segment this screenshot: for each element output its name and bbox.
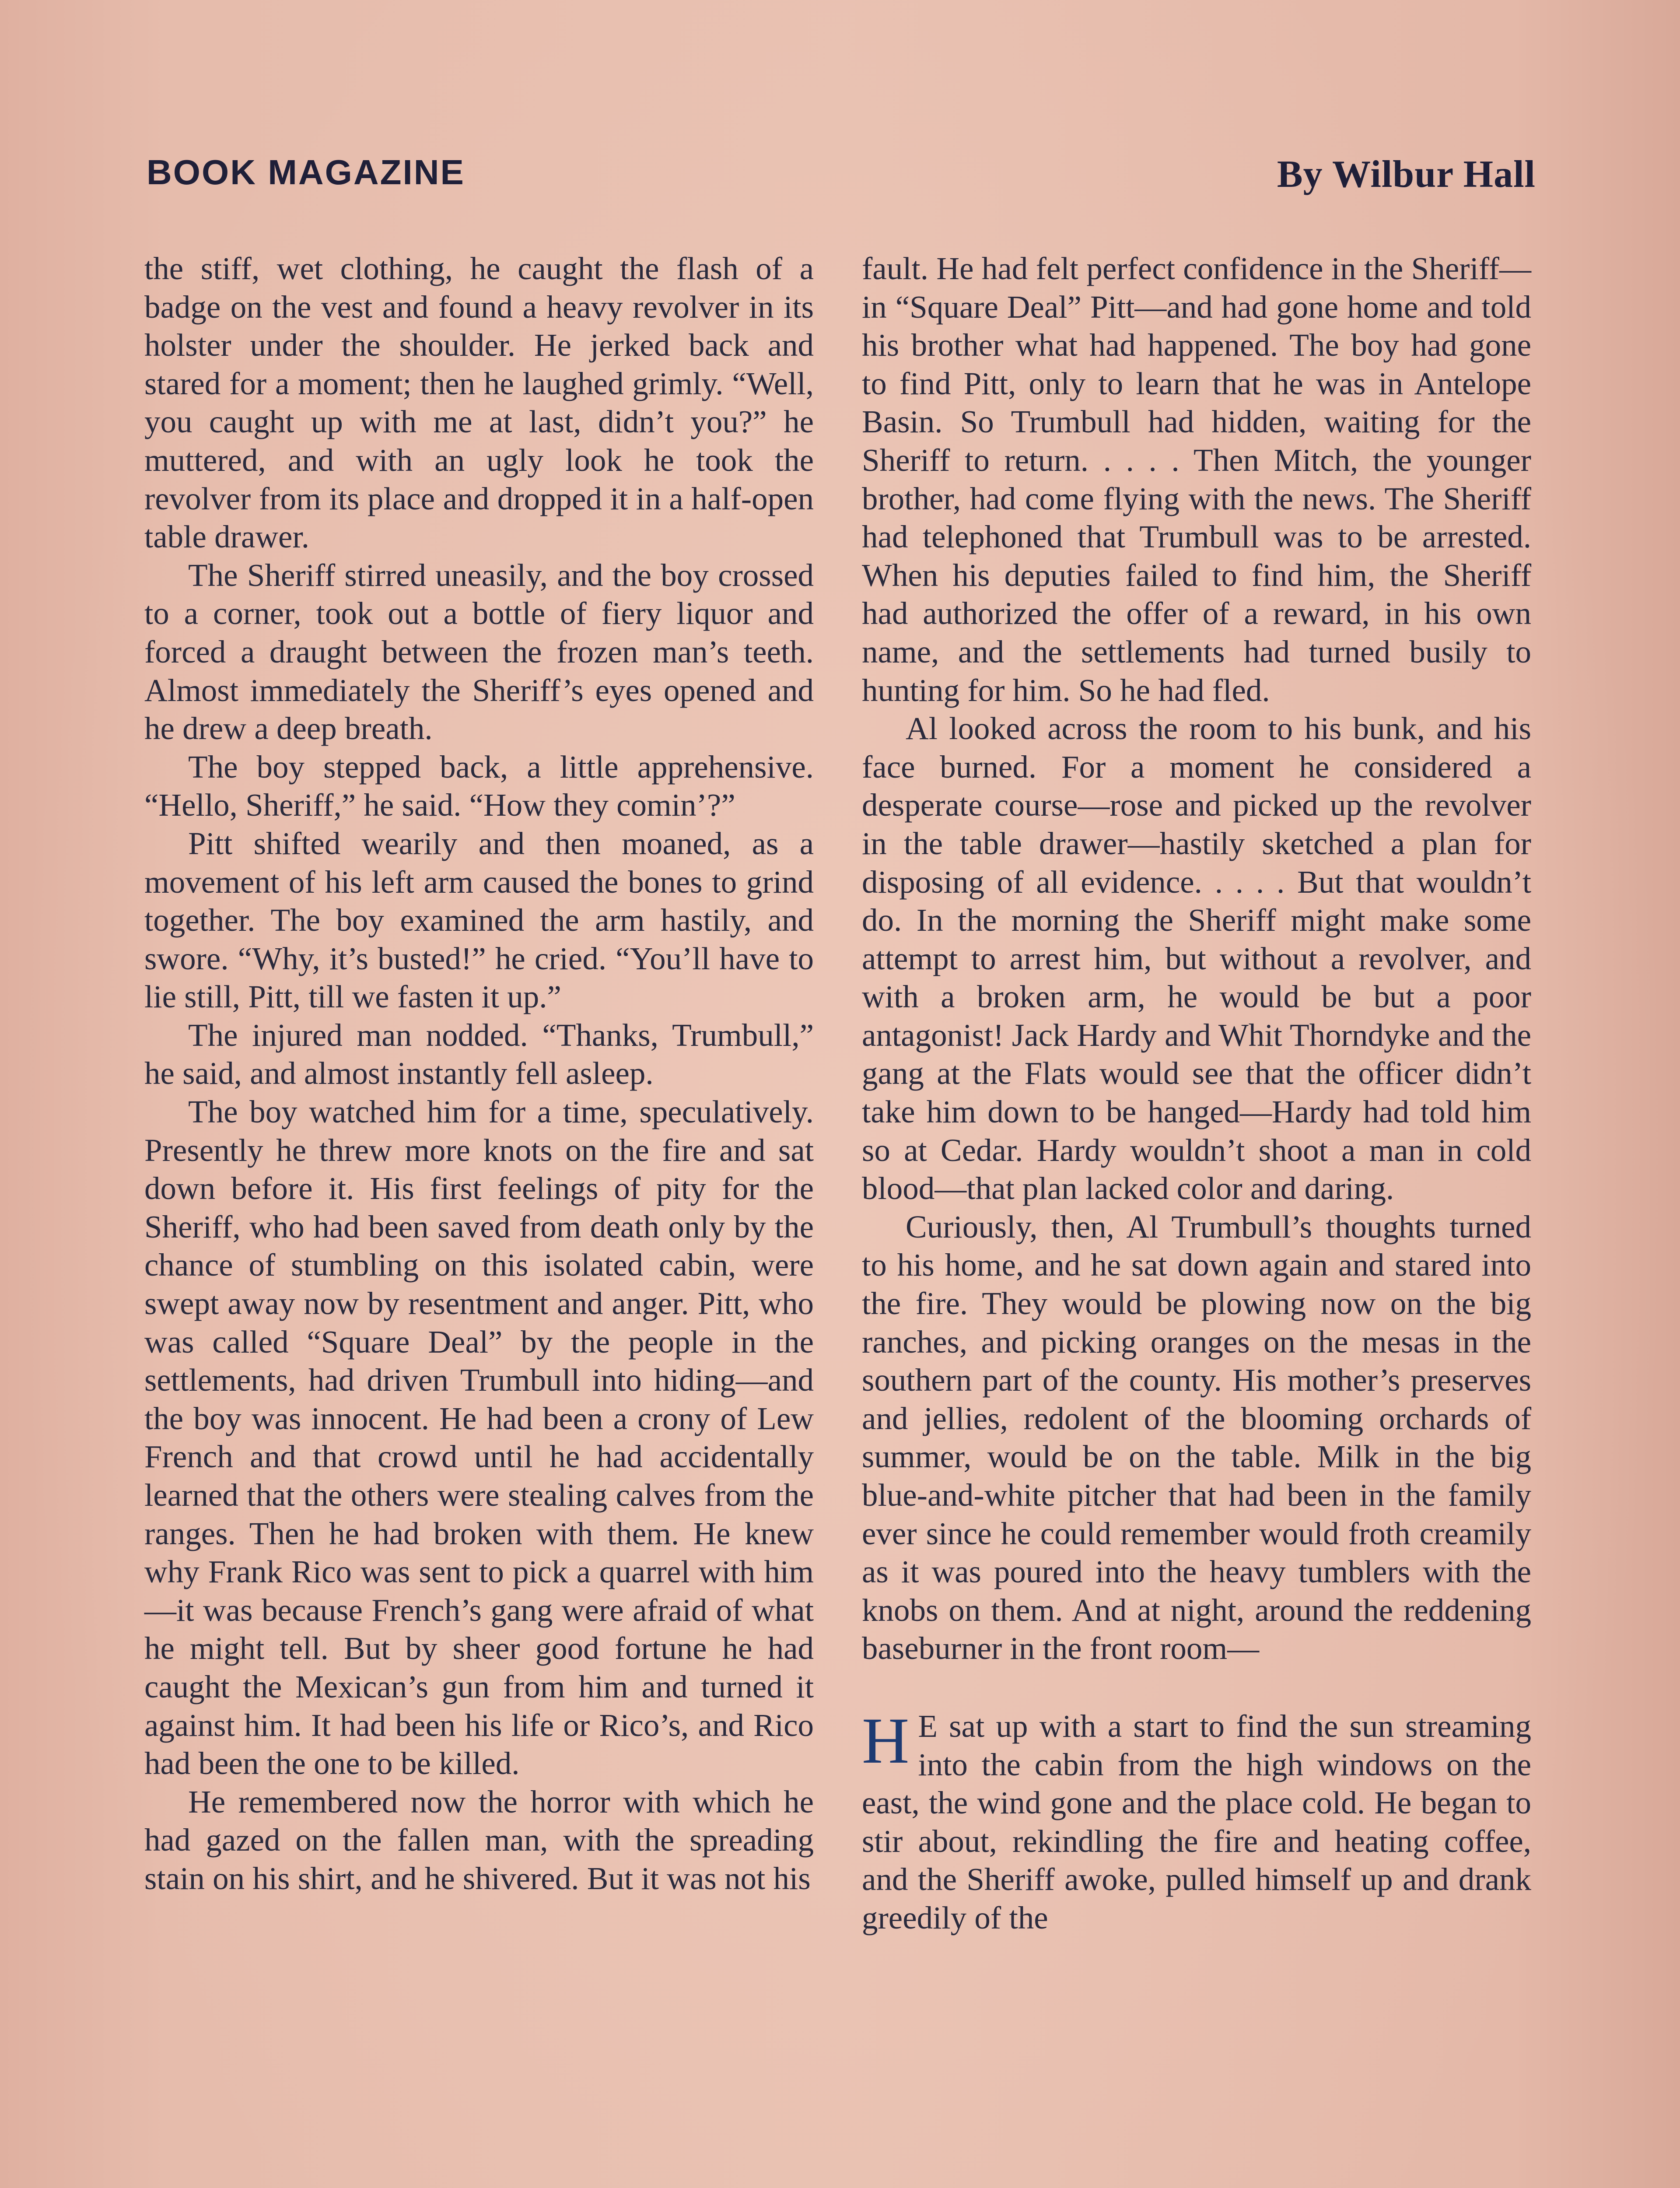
paragraph: Pitt shifted wearily and then moaned, as a movement of his left arm caused the bones to grind together. The boy examined the arm hastily, and swore. “Why, it’s busted!” he cried. “You’ll have to lie still, Pitt, till we fasten it up.” <box>144 825 814 1015</box>
author-byline: By Wilbur Hall <box>1277 153 1536 196</box>
page-header <box>147 152 1536 200</box>
paragraph: The boy stepped back, a little apprehensive. “Hello, Sheriff,” he said. “How they comin’?” <box>144 749 814 823</box>
paragraph: The Sheriff stirred uneasily, and the boy crossed to a corner, took out a bottle of fiery liquor and forced a draught between the frozen man’s teeth. Almost immediately the Sheriff’s eyes opened and he drew a deep breath. <box>144 557 814 747</box>
dropcap-paragraph-text: E sat up with a start to find the sun streaming into the cabin from the high windows on the east, the wind gone and the place cold. He began to stir about, rekindling the fire and heating coffee, and the Sheriff awoke, pulled himself up and drank greedily of the <box>862 1708 1531 1936</box>
publication-title: BOOK MAGAZINE <box>147 153 465 192</box>
paragraph: Curiously, then, Al Trumbull’s thoughts turned to his home, and he sat down again and stared into the fire. They would be plowing now on the big ranches, and picking oranges on the mesas in the southern part of the county. His mother’s preserves and jellies, redolent of the blooming orchards of summer, would be on the table. Milk in the big blue-and-white pitcher that had been in the family ever since he could remember would froth creamily as it was poured into the heavy tumblers with the knobs on them. And at night, around the reddening baseburner in the front room— <box>862 1209 1531 1666</box>
paragraph: He remembered now the horror with which he had gazed on the fallen man, with the spreading stain on his shirt, and he shivered. But it was not his <box>144 1784 814 1896</box>
paragraph: The boy watched him for a time, speculatively. Presently he threw more knots on the fire and sat down before it. His first feelings of pity for the Sheriff, who had been saved from death only by the chance of stumbling on this isolated cabin, were swept away now by resentment and anger. Pitt, who was called “Square Deal” by the people in the settlements, had driven Trumbull into hiding—and the boy was innocent. He had been a crony of Lew French and that crowd until he had accidentally learned that the others were stealing calves from the ranges. Then he had broken with them. He knew why Frank Rico was sent to pick a quarrel with him—it was because French’s gang were afraid of what he might tell. But by sheer good fortune he had caught the Mexican’s gun from him and turned it against him. It had been his life or Rico’s, and Rico had been the one to be killed. <box>144 1094 814 1781</box>
right-column <box>862 249 1531 1937</box>
left-column <box>144 249 814 1898</box>
paragraph: Al looked across the room to his bunk, and his face burned. For a moment he considered a desperate course—rose and picked up the revolver in the table drawer—hastily sketched a plan for disposing of all evidence. . . . . But that wouldn’t do. In the morning the Sheriff might make some attempt to arrest him, but without a revolver, and with a broken arm, he would be but a poor antagonist! Jack Hardy and Whit Thorndyke and the gang at the Flats would see that the officer didn’t take him down to be hanged—Hardy had told him so at Cedar. Hardy wouldn’t shoot a man in cold blood—that plan lacked color and daring. <box>862 711 1531 1206</box>
paragraph: fault. He had felt perfect confidence in the Sheriff—in “Square Deal” Pitt—and had gone home and told his brother what had happened. The boy had gone to find Pitt, only to learn that he was in Antelope Basin. So Trumbull had hidden, waiting for the Sheriff to return. . . . . Then Mitch, the younger brother, had come flying with the news. The Sheriff had telephoned that Trumbull was to be arrested. When his deputies failed to find him, the Sheriff had authorized the offer of a reward, in his own name, and the settlements had turned busily to hunting for him. So he had fled. <box>862 251 1531 708</box>
dropcap-paragraph <box>862 1704 1531 1937</box>
paragraph: The injured man nodded. “Thanks, Trumbull,” he said, and almost instantly fell asleep. <box>144 1017 814 1091</box>
section-break <box>862 1668 1531 1707</box>
paragraph: the stiff, wet clothing, he caught the flash of a badge on the vest and found a heavy revolver in its holster under the shoulder. He jerked back and stared for a moment; then he laughed grimly. “Well, you caught up with me at last, didn’t you?” he muttered, and with an ugly look he took the revolver from its place and dropped it in a half-open table drawer. <box>144 251 814 555</box>
drop-cap-initial: H <box>862 1704 910 1777</box>
